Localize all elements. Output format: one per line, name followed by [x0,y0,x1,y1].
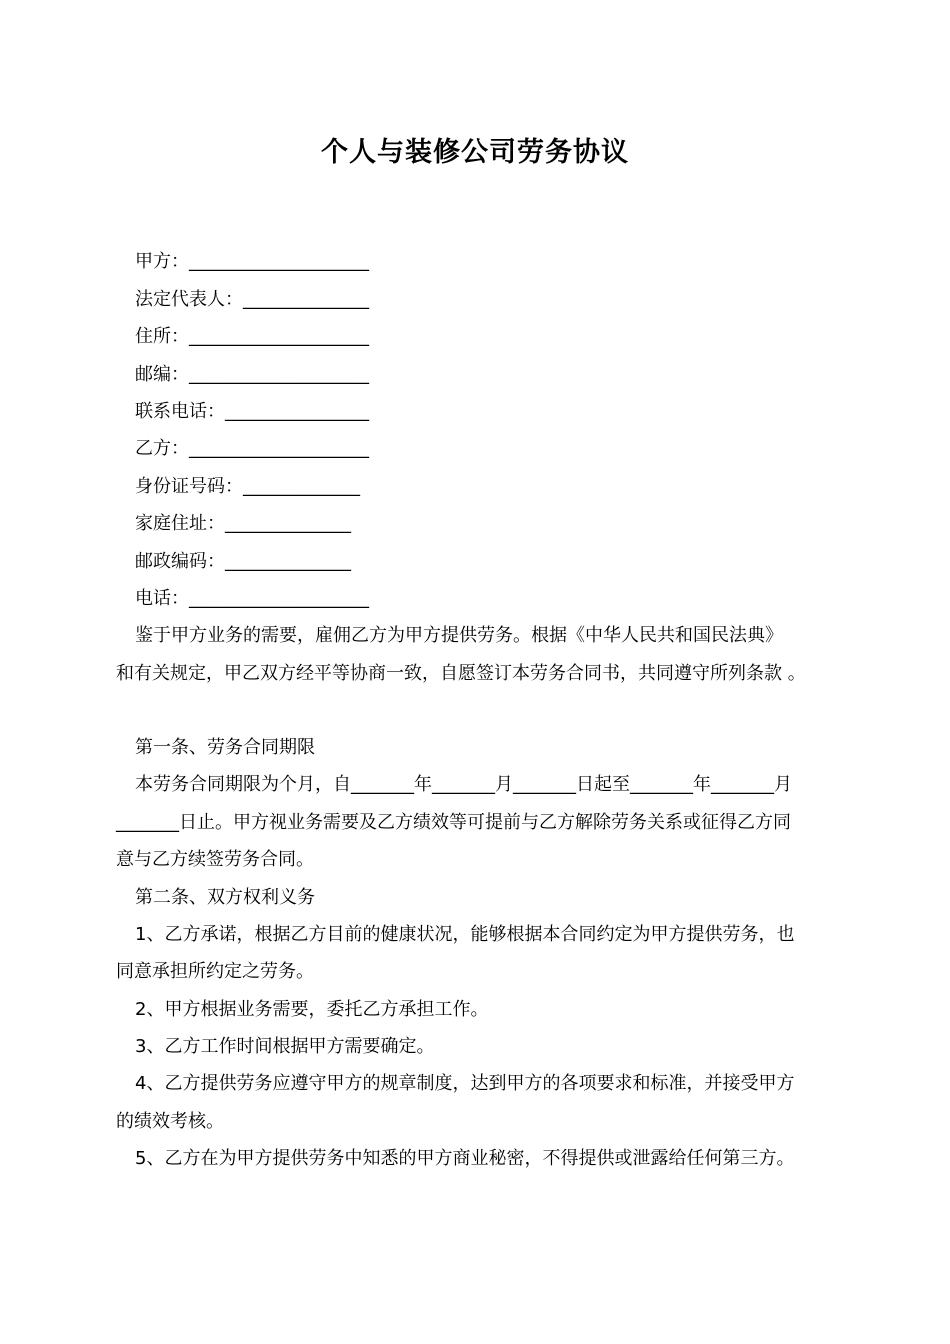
article-2-line: 3、乙方工作时间根据甲方需要确定。 [135,1036,435,1057]
article-2-line: 1、乙方承诺，根据乙方目前的健康状况，能够根据本合同约定为甲方提供劳务，也 [135,924,795,945]
field-party-b: 乙方：____________________ [135,438,369,459]
article-1-line: 本劳务合同期限为个月，自_______年_______月_______日起至_______年_______月 [135,774,792,795]
document-title: 个人与装修公司劳务协议 [321,137,629,168]
article-2-line: 同意承担所约定之劳务。 [116,961,314,982]
article-2-heading: 第二条、双方权利义务 [135,887,315,908]
field-address: 住所：____________________ [135,326,369,347]
article-2-line: 的绩效考核。 [116,1111,224,1132]
article-1-line: _______日止。甲方视业务需要及乙方绩效等可提前与乙方解除劳务关系或征得乙方同 [116,812,791,833]
field-legal-representative: 法定代表人：______________ [135,289,369,310]
field-phone: 电话：____________________ [135,588,369,609]
field-party-a: 甲方：____________________ [135,251,369,272]
preamble-line: 鉴于甲方业务的需要，雇佣乙方为甲方提供劳务。根据《中华人民共和国民法典》 [135,625,783,646]
field-home-address: 家庭住址：______________ [135,513,351,534]
preamble-line: 和有关规定，甲乙双方经平等协商一致，自愿签订本劳务合同书，共同遵守所列条款 。 [116,663,806,684]
field-contact-phone: 联系电话：________________ [135,401,369,422]
article-2-line: 5、乙方在为甲方提供劳务中知悉的甲方商业秘密，不得提供或泄露给任何第三方。 [135,1148,795,1169]
article-2-line: 4、乙方提供劳务应遵守甲方的规章制度，达到甲方的各项要求和标准，并接受甲方 [135,1073,795,1094]
field-postcode: 邮编：____________________ [135,364,369,385]
field-postal-code: 邮政编码：______________ [135,551,351,572]
article-2-line: 2、甲方根据业务需要，委托乙方承担工作。 [135,999,489,1020]
article-1-line: 意与乙方续签劳务合同。 [116,849,314,870]
field-id-number: 身份证号码：_____________ [135,476,360,497]
article-1-heading: 第一条、劳务合同期限 [135,737,315,758]
